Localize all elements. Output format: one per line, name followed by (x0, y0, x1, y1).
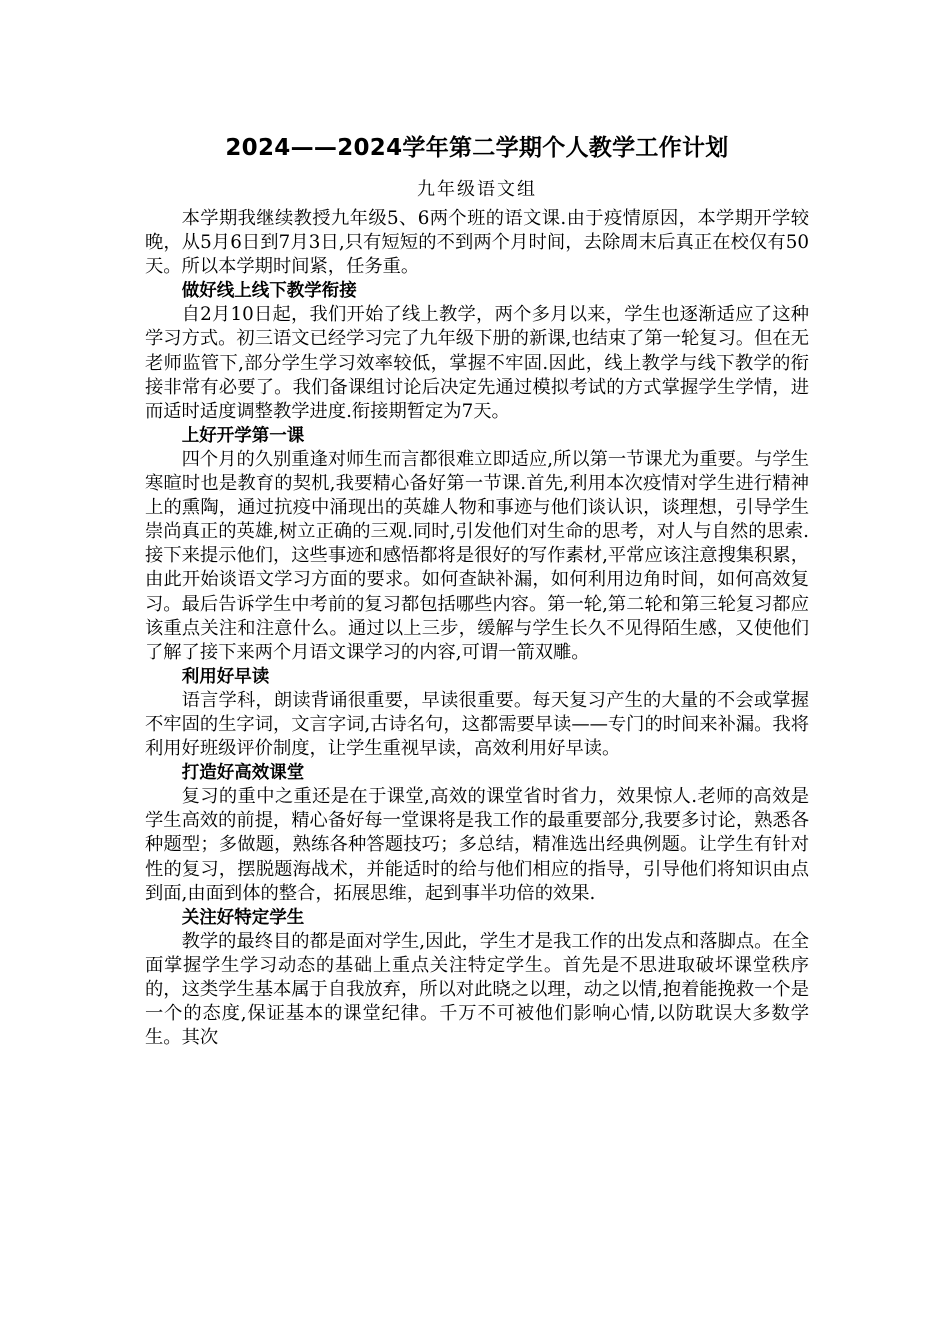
section-body-special-students: 教学的最终目的都是面对学生,因此，学生才是我工作的出发点和落脚点。在全面掌握学生学习动态的基础上重点关注特定学生。首先是不思进取破坏课堂秩序的，这类学生基本属于自我放弃，所以对此晓之以理，动之以情,抱着能挽救一个是一个的态度,保证基本的课堂纪律。千万不可被他们影响心情,以防耽误大多数学生。其次 (145, 930, 809, 1049)
section-body-efficient-class: 复习的重中之重还是在于课堂,高效的课堂省时省力，效果惊人.老师的高效是学生高效的前提，精心备好每一堂课将是我工作的最重要部分,我要多讨论，熟悉各种题型；多做题，熟练各种答题技巧；多总结，精准选出经典例题。让学生有针对性的复习，摆脱题海战术，并能适时的给与他们相应的指导，引导他们将知识由点到面,由面到体的整合，拓展思维，起到事半功倍的效果. (145, 786, 809, 904)
section-heading-first-lesson: 上好开学第一课 (181, 425, 305, 446)
section-body-first-lesson: 四个月的久别重逢对师生而言都很难立即适应,所以第一节课尤为重要。与学生寒暄时也是教育的契机,我要精心备好第一节课.首先,利用本次疫情对学生进行精神上的熏陶，通过抗疫中涌现出的英雄人物和事迹与他们谈认识，谈理想，引导学生崇尚真正的英雄,树立正确的三观.同时,引发他们对生命的思考，对人与自然的思索.接下来提示他们，这些事迹和感悟都将是很好的写作素材,平常应该注意搜集积累，由此开始谈语文学习方面的要求。如何查缺补漏，如何利用边角时间，如何高效复习。最后告诉学生中考前的复习都包括哪些内容。第一轮,第二轮和第三轮复习都应该重点关注和注意什么。通过以上三步，缓解与学生长久不见得陌生感，又使他们了解了接下来两个月语文课学习的内容,可谓一箭双雕。 (145, 448, 809, 663)
page-title: 2024——2024学年第二学期个人教学工作计划 (225, 135, 729, 161)
section-body-morning-reading: 语言学科，朗读背诵很重要，早读很重要。每天复习产生的大量的不会或掌握不牢固的生字词，文言字词,古诗名句，这都需要早读——专门的时间来补漏。我将利用好班级评价制度，让学生重视早读，高效利用好早读。 (145, 689, 809, 760)
section-body-transition: 自2月10日起，我们开始了线上教学，两个多月以来，学生也逐渐适应了这种学习方式。初三语文已经学习完了九年级下册的新课,也结束了第一轮复习。但在无老师监管下,部分学生学习效率较低，掌握不牢固.因此，线上教学与线下教学的衔接非常有必要了。我们备课组讨论后决定先通过模拟考试的方式掌握学生学情，进而适时适度调整教学进度.衔接期暂定为7天。 (145, 304, 809, 422)
section-heading-special-students: 关注好特定学生 (181, 907, 305, 928)
section-heading-transition: 做好线上线下教学衔接 (181, 281, 357, 302)
page-subtitle: 九年级语文组 (417, 179, 537, 200)
document-page (145, 128, 809, 1050)
section-heading-morning-reading: 利用好早读 (181, 666, 270, 687)
intro-paragraph: 本学期我继续教授九年级5、6两个班的语文课.由于疫情原因，本学期开学较晚，从5月6日到7月3日,只有短短的不到两个月时间，去除周末后真正在校仅有50天。所以本学期时间紧，任务重。 (145, 208, 809, 278)
section-heading-efficient-class: 打造好高效课堂 (181, 763, 305, 784)
